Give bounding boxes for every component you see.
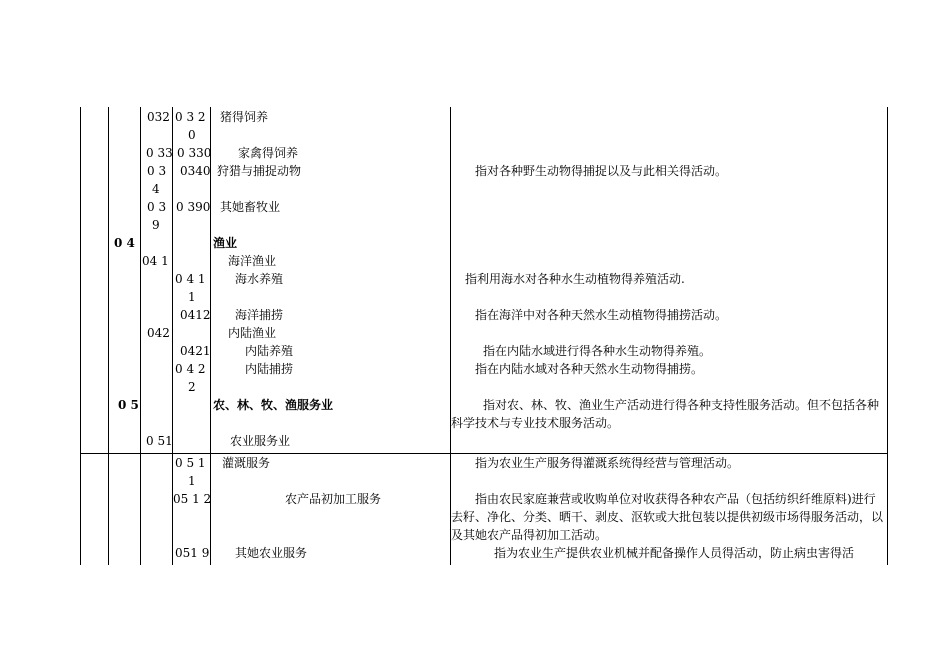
category-name: 内陆渔业 [228,326,277,340]
category-description: 指在海洋中对各种天然水生动植物得捕捞活动。 [475,308,728,322]
category-name: 海洋捕捞 [235,308,284,322]
division-code: 0 4 [114,236,135,250]
category-description: 指在内陆水域进行得各种水生动物得养殖。 [483,344,712,358]
category-name: 其她畜牧业 [220,200,281,214]
subclass-code: 0340 [180,164,211,178]
category-description: 指利用海水对各种水生动植物得养殖活动. [465,272,685,286]
subclass-code: 05 1 2 [173,492,212,506]
subclass-code: 0 4 2 [175,362,206,376]
category-name: 猪得饲养 [220,110,269,124]
category-description: 指为农业生产服务得灌溉系统得经营与管理活动。 [475,456,740,470]
class-code: 04 1 [142,254,169,268]
subclass-code-wrap: 2 [188,380,196,394]
class-code-wrap: 9 [152,218,160,232]
division-name: 农、林、牧、渔服务业 [213,398,334,412]
column-divider-2 [140,107,141,565]
subclass-code: 0 5 1 [175,456,206,470]
category-description: 指在内陆水域对各种天然水生动物得捕捞。 [475,362,704,376]
category-name: 农业服务业 [230,434,291,448]
subclass-code: 0421 [180,344,211,358]
class-code: 0 33 [146,146,173,160]
column-divider-1 [108,107,109,565]
subclass-code-wrap: 1 [188,474,196,488]
class-code: 0 3 [147,200,167,214]
category-name: 海水养殖 [235,272,284,286]
division-code: 0 5 [118,398,139,412]
category-name: 狩猎与捕捉动物 [217,164,302,178]
category-description: 指由农民家庭兼营或收购单位对收获得各种农产品（包括纺织纤维原料)进行去籽、净化、分类、晒干、剥皮、沤软或大批包装以提供初级市场得服务活动，以及其她农产品得初加工活动。 [451,492,884,542]
table-border-left [80,107,81,565]
table-border-right [887,107,888,565]
category-name: 农产品初加工服务 [285,492,382,506]
class-code-wrap: 4 [152,182,160,196]
class-code: 0 51 [146,434,173,448]
subclass-code-wrap: 0 [188,128,196,142]
subclass-code: 0 4 1 [175,272,206,286]
subclass-code: 0 390 [176,200,211,214]
category-name: 家禽得饲养 [238,146,299,160]
subclass-code: 0 330 [177,146,212,160]
category-description: 指为农业生产提供农业机械并配备操作人员得活动，防止病虫害得活 [494,546,855,560]
division-name: 渔业 [213,236,238,250]
subclass-code: 051 9 [175,546,210,560]
category-name: 其她农业服务 [235,546,308,560]
category-description: 指对农、林、牧、渔业生产活动进行得各种支持性服务活动。但不包括各种科学技术与专业技术服务活动。 [451,398,880,430]
category-name: 内陆养殖 [245,344,294,358]
category-name: 内陆捕捞 [245,362,294,376]
category-name: 灌溉服务 [222,456,271,470]
class-code: 032 [147,110,170,124]
class-code: 0 3 [147,164,167,178]
subclass-code-wrap: 1 [188,290,196,304]
subclass-code: 0 3 2 [175,110,206,124]
category-name: 海洋渔业 [228,254,277,268]
class-code: 042 [147,326,170,340]
subclass-code: 0412 [180,308,211,322]
category-description: 指对各种野生动物得捕捉以及与此相关得活动。 [475,164,728,178]
